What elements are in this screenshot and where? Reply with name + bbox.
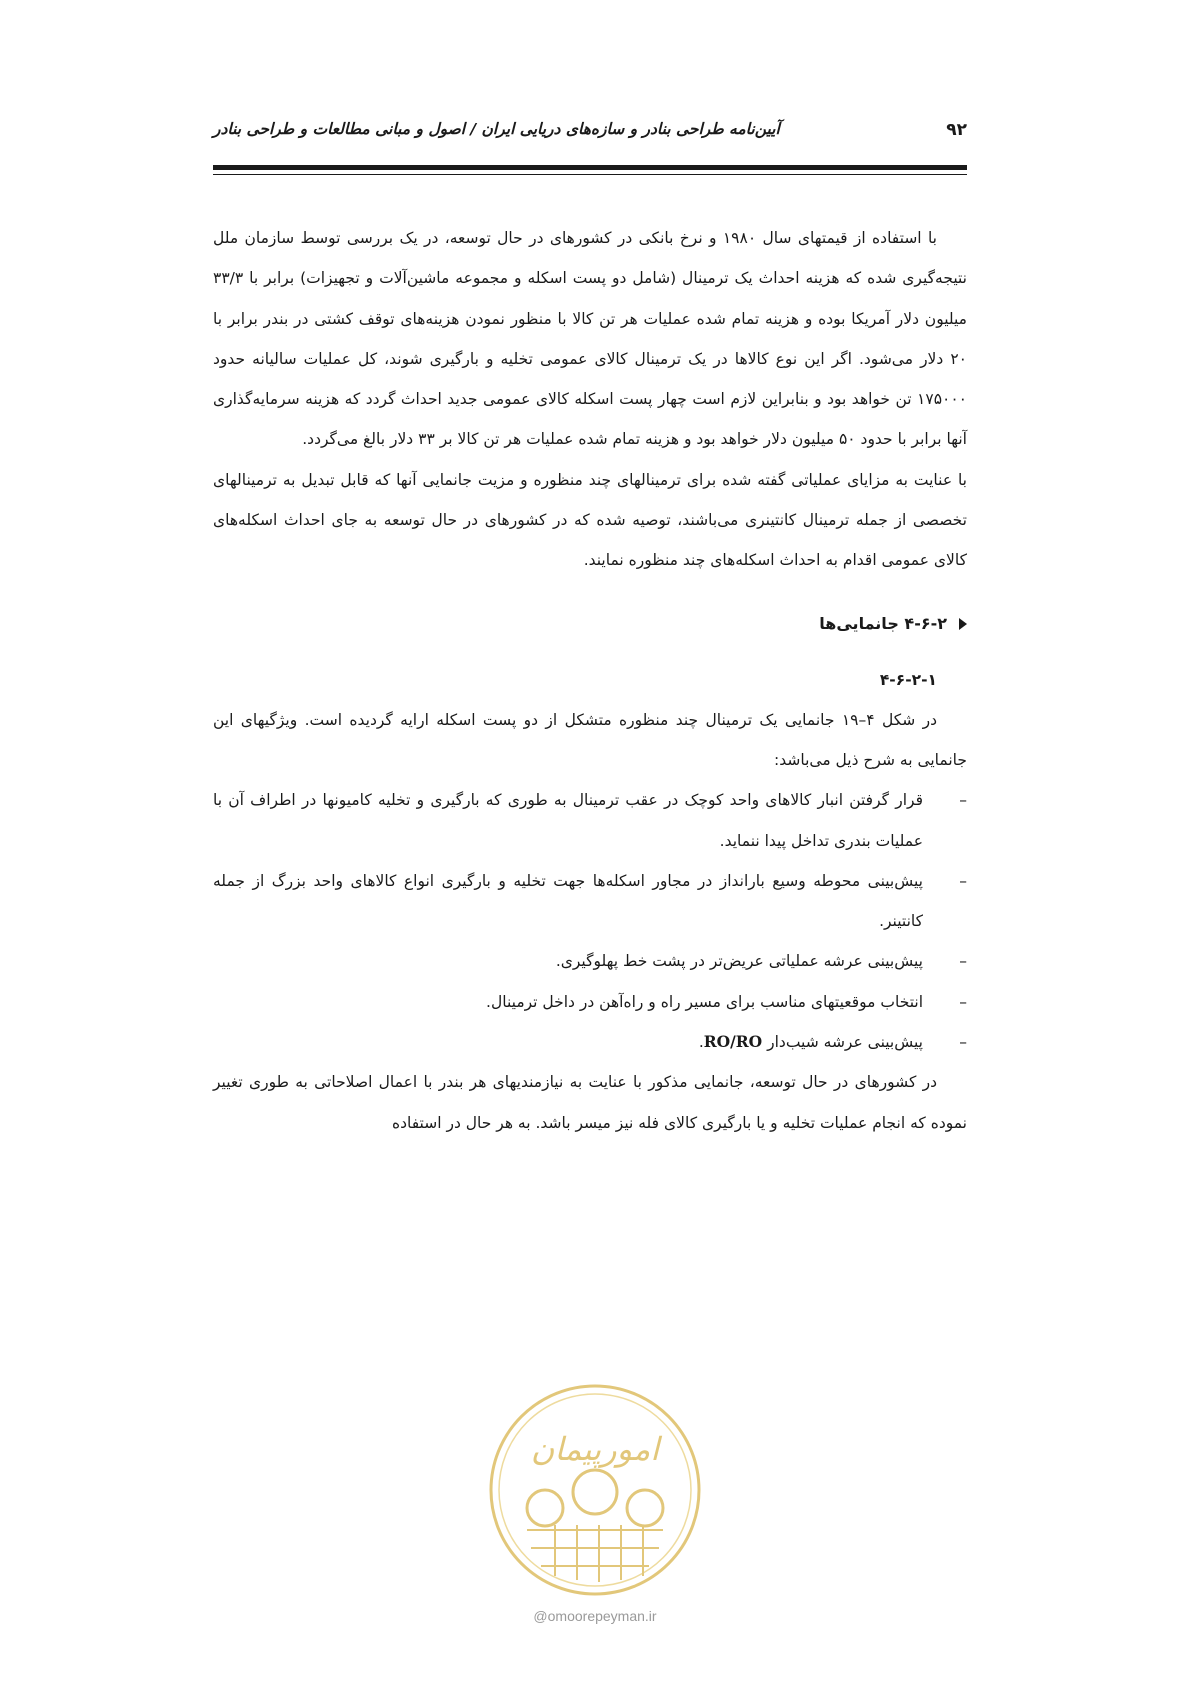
paragraph-2: با عنایت به مزایای عملیاتی گفته شده برای ترمینالهای چند منظوره و مزیت جانمایی آنها که قابل تبدیل به ترمینالهای تخصصی از جمله ترمینال کانتینری می‌باشند، توصیه شده که در کشورهای در حال توسعه به جای احداث اسکله‌های کالای عمومی اقدام به احداث اسکله‌های چند منظوره نمایند.	[213, 470, 967, 570]
list-item	[213, 1022, 967, 1062]
paragraph-4: در کشورهای در حال توسعه، جانمایی مذکور با عنایت به نیازمندیهای هر بندر با اعمال اصلاحاتی به طوری تغییر نموده که انجام عملیات تخلیه و یا بارگیری کالای فله نیز میسر باشد. به هر حال در استفاده	[213, 1073, 967, 1132]
list-item-text: قرار گرفتن انبار کالاهای واحد کوچک در عقب ترمینال به طوری که بارگیری و تخلیه کامیونها در اطراف آن با عملیات بندری تداخل پیدا ننماید.	[213, 791, 923, 850]
dash-bullet: –	[959, 871, 967, 890]
subsection-number: ۴-۶-۲-۱	[879, 670, 937, 689]
feature-list	[213, 780, 967, 1062]
dash-bullet: –	[959, 992, 967, 1011]
roro-code: RO/RO	[703, 1032, 763, 1052]
list-item	[213, 941, 967, 981]
watermark-logo-text: امورپیمان	[530, 1430, 660, 1468]
section-heading	[213, 604, 967, 644]
header-rule-thick	[213, 165, 967, 170]
dash-bullet: –	[959, 952, 967, 971]
triangle-bullet-icon	[959, 618, 967, 630]
list-item-text: پیش‌بینی محوطه وسیع بارانداز در مجاور اسکله‌ها جهت تخلیه و بارگیری انواع کالاهای واحد بزرگ از جمله کانتینر.	[213, 871, 923, 931]
list-item	[213, 982, 967, 1022]
running-title: آیین‌نامه طراحی بنادر و سازه‌های دریایی ایران / اصول و مبانی مطالعات و طراحی بنادر	[213, 120, 780, 138]
list-item	[213, 780, 967, 861]
body-text	[213, 218, 967, 1143]
dash-bullet: –	[959, 791, 967, 810]
header-rule-thin	[213, 174, 967, 175]
list-item	[213, 861, 967, 942]
paragraph-3: در شکل ۴–۱۹ جانمایی یک ترمینال چند منظوره متشکل از دو پست اسکله ارایه گردیده است. ویژگیهای این جانمایی به شرح ذیل می‌باشد:	[213, 710, 967, 769]
list-item-text: انتخاب موقعیتهای مناسب برای مسیر راه و راه‌آهن در داخل ترمینال.	[486, 992, 923, 1011]
dash-bullet: –	[959, 1033, 967, 1052]
section-heading-text: ۴-۶-۲ جانمایی‌ها	[819, 613, 947, 633]
running-header	[213, 120, 967, 150]
list-item-end: .	[698, 1033, 704, 1052]
list-item-text: پیش‌بینی عرشه عملیاتی عریض‌تر در پشت خط پهلوگیری.	[555, 952, 923, 971]
page-number: ۹۲	[946, 120, 967, 140]
list-item-text: پیش‌بینی عرشه شیب‌دار	[767, 1033, 923, 1052]
watermark-website: @omoorepeyman.ir	[533, 1608, 657, 1624]
watermark-logo	[485, 1380, 705, 1600]
paragraph-1: با استفاده از قیمتهای سال ۱۹۸۰ و نرخ بانکی در کشورهای در حال توسعه، در یک بررسی توسط سازمان ملل نتیجه‌گیری شده که هزینه احداث یک ترمینال (شامل دو پست اسکله و مجموعه ماشین‌آلات و تجهیزات) برابر با ۳۳/۳ میلیون دلار آمریکا بوده و هزینه تمام شده عملیات هر تن کالا با منظور نمودن هزینه‌های توقف کشتی در بندر برابر با ۲۰ دلار می‌شود. اگر این نوع کالاها در یک ترمینال کالای عمومی تخلیه و بارگیری شوند، کل عملیات سالیانه حدود ۱۷۵۰۰۰ تن خواهد بود و بنابراین لازم است چهار پست اسکله کالای عمومی جدید احداث گردد که هزینه سرمایه‌گذاری آنها برابر با حدود ۵۰ میلیون دلار خواهد بود و هزینه تمام شده عملیات هر تن کالا بر ۳۳ دلار بالغ می‌گردد.	[213, 229, 967, 449]
